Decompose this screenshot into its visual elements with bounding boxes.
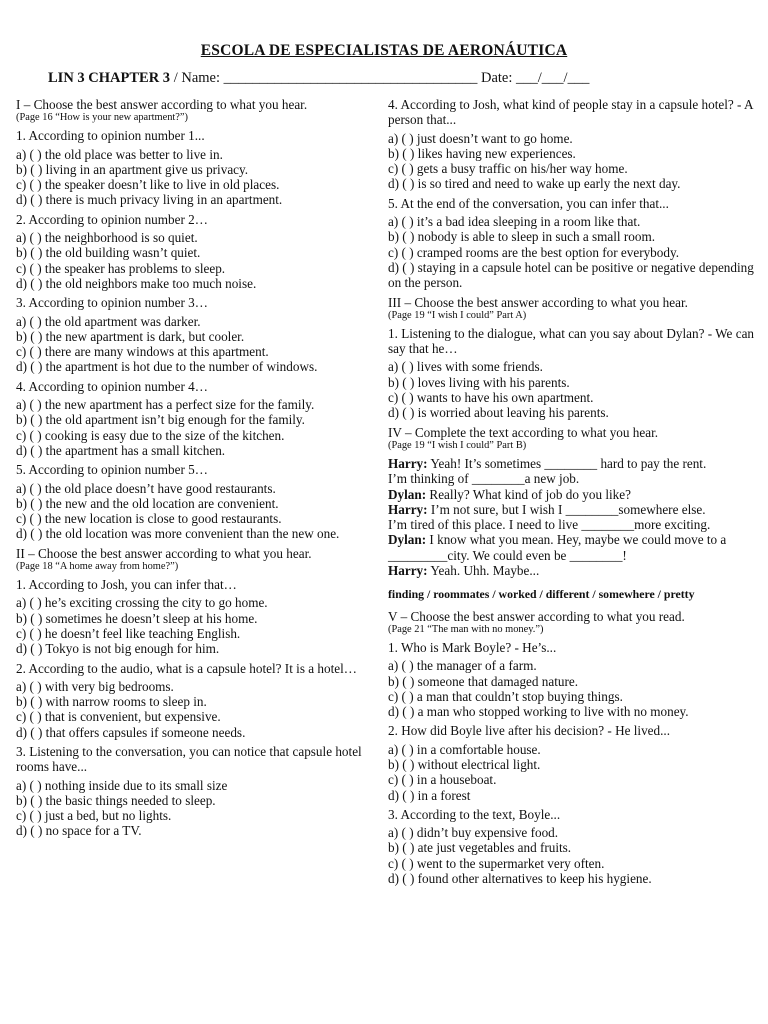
answer-option[interactable]: a) ( ) in a comfortable house.	[388, 741, 541, 757]
section-title: IV – Complete the text according to what you hear.	[388, 424, 659, 440]
line-text: I’m thinking of ________a new job.	[388, 471, 580, 487]
answer-option[interactable]: d) ( ) no space for a TV.	[16, 823, 142, 839]
answer-option[interactable]: b) ( ) sometimes he doesn’t sleep at his home.	[16, 610, 258, 626]
answer-option[interactable]: d) ( ) the apartment has a small kitchen.	[16, 442, 226, 458]
section-title: V – Choose the best answer according to what you read.	[388, 608, 685, 624]
answer-option[interactable]: a) ( ) just doesn’t want to go home.	[388, 130, 573, 146]
answer-option[interactable]: c) ( ) just a bed, but no lights.	[16, 808, 172, 824]
question-text: 1. Who is Mark Boyle? - He’s...	[388, 639, 557, 655]
answer-option[interactable]: d) ( ) there is much privacy living in an apartment.	[16, 192, 283, 208]
answer-option[interactable]: b) ( ) the new apartment is dark, but cooler.	[16, 328, 245, 344]
section-title: II – Choose the best answer according to what you hear.	[16, 545, 312, 561]
speaker-label: Dylan:	[388, 486, 427, 502]
section-reference: (Page 16 “How is your new apartment?”)	[16, 112, 188, 124]
answer-option[interactable]: a) ( ) the manager of a farm.	[388, 658, 537, 674]
dialogue-line[interactable]	[388, 471, 754, 486]
line-text: Really? What kind of job do you like?	[426, 486, 631, 502]
answer-option[interactable]: b) ( ) ate just vegetables and fruits.	[388, 840, 572, 856]
line-text: Yeah. Uhh. Maybe...	[427, 563, 540, 579]
answer-option[interactable]: d) ( ) the old location was more convenient than the new one.	[16, 526, 340, 542]
question-text: 2. According to opinion number 2…	[16, 211, 208, 227]
question-block	[16, 128, 378, 207]
course-label: LIN 3 CHAPTER 3	[48, 70, 171, 86]
answer-option[interactable]: b) ( ) the old apartment isn’t big enough for the family.	[16, 412, 305, 428]
question-block	[388, 97, 754, 192]
answer-option[interactable]: a) ( ) nothing inside due to its small size	[16, 777, 228, 793]
question-text: 3. According to opinion number 3…	[16, 295, 208, 311]
dialogue-line[interactable]	[388, 532, 754, 563]
answer-option[interactable]: c) ( ) went to the supermarket very often.	[388, 855, 605, 871]
answer-option[interactable]: c) ( ) the speaker doesn’t like to live in old places.	[16, 177, 280, 193]
answer-option[interactable]: d) ( ) the apartment is hot due to the number of windows.	[16, 359, 318, 375]
answer-option[interactable]: b) ( ) the new and the old location are convenient.	[16, 495, 279, 511]
answer-option[interactable]: a) ( ) the old place doesn’t have good restaurants.	[16, 480, 276, 496]
question-block	[16, 379, 378, 458]
question-block	[388, 640, 754, 719]
dialogue-line[interactable]	[388, 456, 754, 471]
answer-option[interactable]: c) ( ) that is convenient, but expensive.	[16, 709, 221, 725]
question-block	[16, 212, 378, 291]
answer-option[interactable]: a) ( ) with very big bedrooms.	[16, 678, 174, 694]
name-field[interactable]: / Name: ___________________________________	[170, 70, 478, 86]
question-text: 4. According to opinion number 4…	[16, 378, 208, 394]
answer-option[interactable]: b) ( ) living in an apartment give us privacy.	[16, 161, 249, 177]
question-text: 3. According to the text, Boyle...	[388, 806, 561, 822]
question-block	[16, 661, 378, 740]
answer-option[interactable]: d) ( ) in a forest	[388, 787, 471, 803]
section-reference: (Page 21 “The man with no money.”)	[388, 623, 544, 635]
line-text: I know what you mean. Hey, maybe we could move to a _________city. We could even be ________!	[388, 532, 727, 563]
question-block	[388, 326, 754, 421]
answer-option[interactable]: c) ( ) gets a busy traffic on his/her way home.	[388, 161, 628, 177]
answer-option[interactable]: b) ( ) the old building wasn’t quiet.	[16, 245, 201, 261]
section-reference: (Page 18 “A home away from home?”)	[16, 561, 179, 573]
answer-option[interactable]: b) ( ) someone that damaged nature.	[388, 673, 579, 689]
answer-option[interactable]: c) ( ) the speaker has problems to sleep.	[16, 260, 226, 276]
question-block	[16, 295, 378, 374]
question-block	[388, 807, 754, 886]
answer-option[interactable]: b) ( ) the basic things needed to sleep.	[16, 792, 216, 808]
answer-option[interactable]: c) ( ) cramped rooms are the best option for everybody.	[388, 244, 679, 260]
answer-option[interactable]: c) ( ) a man that couldn’t stop buying things.	[388, 688, 623, 704]
answer-option[interactable]: a) ( ) the new apartment has a perfect size for the family.	[16, 397, 315, 413]
date-field[interactable]: Date: ___/___/___	[477, 70, 590, 86]
section-title: III – Choose the best answer according to what you hear.	[388, 294, 688, 310]
word-bank: finding / roommates / worked / different / somewhere / pretty	[388, 587, 695, 602]
answer-option[interactable]: a) ( ) it’s a bad idea sleeping in a room like that.	[388, 214, 641, 230]
question-block	[16, 577, 378, 656]
question-block	[388, 196, 754, 291]
dialogue-line[interactable]	[388, 502, 754, 517]
answer-option[interactable]: b) ( ) loves living with his parents.	[388, 374, 570, 390]
answer-option[interactable]: a) ( ) the neighborhood is so quiet.	[16, 230, 198, 246]
line-text: Yeah! It’s sometimes ________ hard to pay the rent.	[427, 455, 707, 471]
question-text: 1. Listening to the dialogue, what can you say about Dylan? - We can say that he…	[388, 325, 755, 357]
question-text: 3. Listening to the conversation, you can notice that capsule hotel rooms have...	[16, 743, 362, 775]
answer-option[interactable]: b) ( ) nobody is able to sleep in such a small room.	[388, 229, 655, 245]
header-line	[48, 70, 748, 87]
speaker-label: Harry:	[388, 501, 428, 517]
answer-option[interactable]: c) ( ) there are many windows at this apartment.	[16, 344, 269, 360]
answer-option[interactable]: d) ( ) staying in a capsule hotel can be positive or negative depending on the person.	[388, 259, 754, 291]
answer-option[interactable]: a) ( ) he’s exciting crossing the city to go home.	[16, 595, 268, 611]
speaker-label: Harry:	[388, 455, 428, 471]
question-text: 4. According to Josh, what kind of people stay in a capsule hotel? - A person that...	[388, 97, 753, 128]
answer-option[interactable]: c) ( ) the new location is close to good restaurants.	[16, 511, 282, 527]
left-column	[16, 97, 378, 843]
speaker-label: Dylan:	[388, 532, 427, 548]
right-column	[388, 97, 754, 890]
question-text: 2. According to the audio, what is a capsule hotel? It is a hotel…	[16, 660, 357, 676]
answer-option[interactable]: c) ( ) in a houseboat.	[388, 772, 497, 788]
dialogue-line[interactable]	[388, 517, 754, 532]
line-text: I’m not sure, but I wish I ________somewhere else.	[427, 501, 706, 517]
line-text: I’m tired of this place. I need to live ________more exciting.	[388, 517, 711, 533]
answer-option[interactable]: d) ( ) a man who stopped working to live with no money.	[388, 704, 689, 720]
question-text: 5. At the end of the conversation, you can infer that...	[388, 195, 669, 211]
section-reference: (Page 19 “I wish I could” Part A)	[388, 309, 527, 321]
answer-option[interactable]: c) ( ) he doesn’t feel like teaching English.	[16, 625, 241, 641]
answer-option[interactable]: b) ( ) with narrow rooms to sleep in.	[16, 694, 207, 710]
speaker-label: Harry:	[388, 563, 428, 579]
answer-option[interactable]: a) ( ) lives with some friends.	[388, 359, 543, 375]
section-reference: (Page 19 “I wish I could” Part B)	[388, 439, 527, 451]
answer-option[interactable]: d) ( ) is worried about leaving his parents.	[388, 405, 609, 421]
question-text: 5. According to opinion number 5…	[16, 462, 208, 478]
dialogue-cloze	[388, 456, 754, 578]
answer-option[interactable]: a) ( ) the old apartment was darker.	[16, 313, 201, 329]
answer-option[interactable]: c) ( ) wants to have his own apartment.	[388, 390, 594, 406]
dialogue-line[interactable]	[388, 487, 754, 502]
dialogue-line[interactable]	[388, 563, 754, 578]
answer-option[interactable]: b) ( ) without electrical light.	[388, 756, 541, 772]
answer-option[interactable]: a) ( ) the old place was better to live in.	[16, 146, 223, 162]
answer-option[interactable]: a) ( ) didn’t buy expensive food.	[388, 825, 559, 841]
question-block	[16, 744, 378, 839]
question-block	[388, 723, 754, 802]
question-text: 2. How did Boyle live after his decision? - He lived...	[388, 723, 670, 739]
answer-option[interactable]: d) ( ) that offers capsules if someone needs.	[16, 724, 246, 740]
answer-option[interactable]: d) ( ) Tokyo is not big enough for him.	[16, 641, 220, 657]
answer-option[interactable]: b) ( ) likes having new experiences.	[388, 145, 576, 161]
section-title: I – Choose the best answer according to what you hear.	[16, 97, 308, 112]
question-text: 1. According to Josh, you can infer that…	[16, 577, 237, 593]
answer-option[interactable]: c) ( ) cooking is easy due to the size of the kitchen.	[16, 427, 285, 443]
question-text: 1. According to opinion number 1...	[16, 128, 205, 144]
answer-option[interactable]: d) ( ) found other alternatives to keep his hygiene.	[388, 871, 652, 887]
page-title: ESCOLA DE ESPECIALISTAS DE AERONÁUTICA	[200, 42, 568, 59]
answer-option[interactable]: d) ( ) is so tired and need to wake up early the next day.	[388, 176, 681, 192]
question-block	[16, 462, 378, 541]
answer-option[interactable]: d) ( ) the old neighbors make too much noise.	[16, 275, 257, 291]
